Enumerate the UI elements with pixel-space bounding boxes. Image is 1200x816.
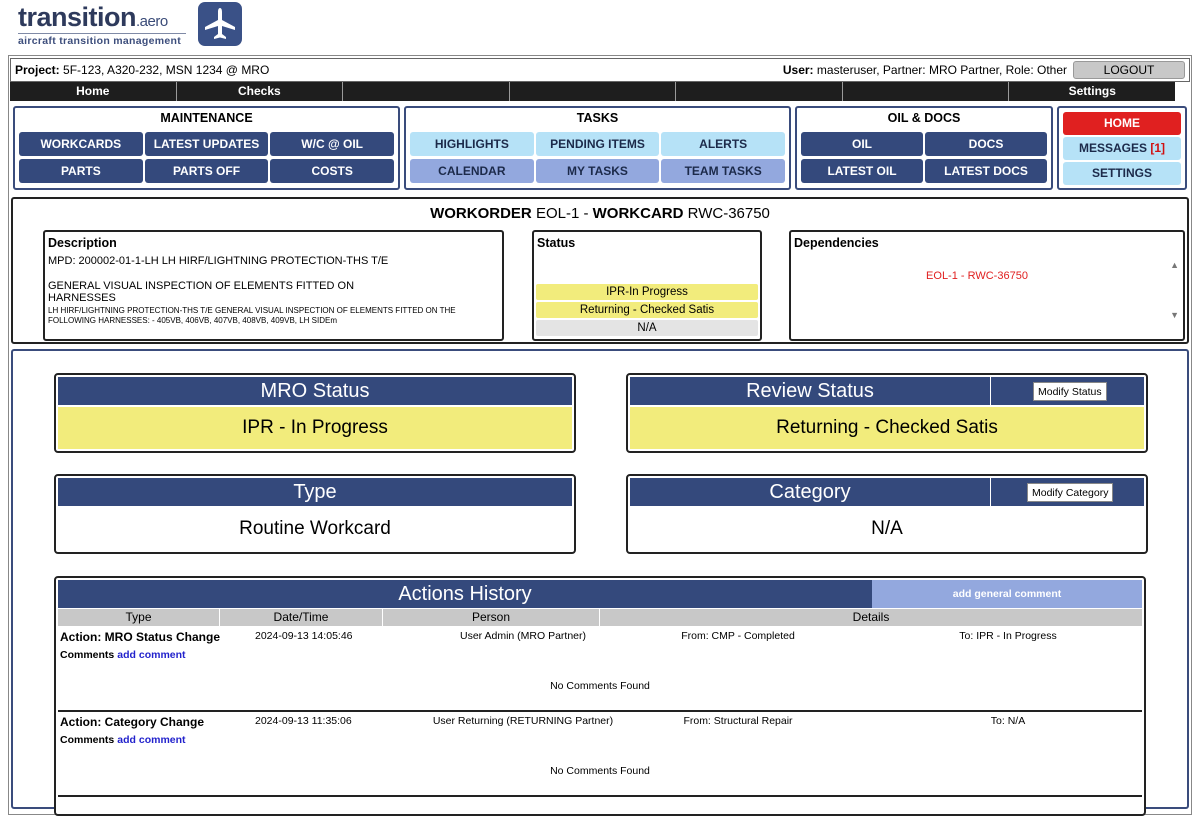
type-value: Routine Workcard: [239, 518, 391, 539]
entry-comments: Comments add comment: [60, 734, 186, 746]
settings-button[interactable]: SETTINGS: [1063, 162, 1181, 185]
tasks-panel: [404, 106, 791, 190]
entry-date: 2024-09-13 11:35:06: [255, 715, 352, 727]
add-comment-link[interactable]: add comment: [117, 734, 186, 746]
entry-from: From: CMP - Completed: [681, 630, 795, 642]
description-box: [43, 230, 504, 341]
entry-action: Action: Category Change: [60, 715, 205, 729]
highlights-button[interactable]: HIGHLIGHTS: [410, 132, 534, 156]
history-entry: [58, 627, 1142, 709]
dependencies-box: [789, 230, 1185, 341]
maintenance-panel: [13, 106, 400, 190]
mro-status-card: [54, 373, 576, 453]
description-title: Description: [48, 236, 117, 250]
workorder-title: WORKORDER EOL-1 - WORKCARD RWC-36750: [430, 205, 770, 222]
actions-history: [54, 576, 1146, 816]
status-title: Status: [537, 236, 576, 250]
modify-status-button[interactable]: Modify Status: [1033, 382, 1107, 401]
add-comment-link[interactable]: add comment: [117, 649, 186, 661]
history-entry: [58, 712, 1142, 794]
mro-status-value: IPR - In Progress: [58, 407, 572, 449]
review-status-card: [626, 373, 1148, 453]
modify-category-wrap: [990, 478, 1144, 506]
main-content: [11, 349, 1189, 809]
project-info: Project: 5F-123, A320-232, MSN 1234 @ MRO: [15, 63, 270, 77]
col-person: Person: [383, 609, 600, 626]
status-review: Returning - Checked Satis: [536, 302, 758, 318]
type-title: Type: [58, 478, 572, 506]
history-columns: [58, 609, 1142, 626]
user-info: User: masteruser, Partner: MRO Partner, Role: Other: [782, 63, 1067, 77]
add-general-comment-button[interactable]: add general comment: [872, 580, 1142, 608]
dependencies-title: Dependencies: [794, 236, 879, 250]
no-comments-text: No Comments Found: [550, 680, 650, 692]
entry-from: From: Structural Repair: [683, 715, 793, 727]
docs-button[interactable]: DOCS: [925, 132, 1047, 156]
entry-action: Action: MRO Status Change: [60, 630, 221, 644]
nav-empty-1: [343, 82, 510, 101]
status-mro: IPR-In Progress: [536, 284, 758, 300]
review-status-value: Returning - Checked Satis: [630, 407, 1144, 449]
status-category: N/A: [536, 320, 758, 336]
modify-status-wrap: [990, 377, 1144, 405]
team-tasks-button[interactable]: TEAM TASKS: [661, 159, 785, 183]
oil-docs-title: OIL & DOCS: [887, 111, 961, 125]
entry-person: User Admin (MRO Partner): [459, 630, 587, 642]
actions-history-title: Actions History: [58, 580, 872, 608]
info-bar: [10, 58, 1190, 82]
nav-empty-4: [843, 82, 1010, 101]
review-status-title: Review Status: [630, 377, 990, 405]
messages-button[interactable]: MESSAGES [1]: [1063, 137, 1181, 160]
latest-updates-button[interactable]: LATEST UPDATES: [145, 132, 269, 156]
category-title: Category: [630, 478, 990, 506]
nav-empty-3: [676, 82, 843, 101]
logo-tagline: aircraft transition management: [18, 35, 182, 47]
costs-button[interactable]: COSTS: [270, 159, 394, 183]
airplane-icon: [198, 2, 242, 46]
entry-divider: [58, 795, 1142, 797]
nav-settings[interactable]: Settings: [1068, 84, 1116, 98]
category-card: [626, 474, 1148, 554]
pending-items-button[interactable]: PENDING ITEMS: [536, 132, 660, 156]
description-summary: GENERAL VISUAL INSPECTION OF ELEMENTS FITTED ON HARNESSES: [48, 280, 355, 304]
dependency-link[interactable]: EOL-1 - RWC-36750: [926, 270, 1028, 282]
wc-at-oil-button[interactable]: W/C @ OIL: [270, 132, 394, 156]
status-box: [532, 230, 762, 341]
latest-oil-button[interactable]: LATEST OIL: [801, 159, 923, 183]
nav-home[interactable]: Home: [10, 82, 177, 101]
entry-to: To: N/A: [990, 715, 1026, 727]
scroll-down-icon[interactable]: ▼: [1170, 310, 1179, 320]
parts-button[interactable]: PARTS: [19, 159, 143, 183]
scroll-up-icon[interactable]: ▲: [1170, 260, 1179, 270]
nav-checks[interactable]: Checks: [177, 82, 344, 101]
logo-underline: [18, 33, 186, 34]
logout-button[interactable]: LOGOUT: [1073, 61, 1185, 79]
maintenance-title: MAINTENANCE: [160, 111, 253, 125]
category-value: N/A: [871, 518, 903, 539]
description-detail: LH HIRF/LIGHTNING PROTECTION-THS T/E GENERAL VISUAL INSPECTION OF ELEMENTS FITTED ON THE FOLLOWING HARNESSES: - 405VB, 406VB, 407VB, 408VB, 409VB, LH SIDEm: [48, 306, 456, 325]
entry-comments: Comments add comment: [60, 649, 186, 661]
description-mpd: MPD: 200002-01-1-LH LH HIRF/LIGHTNING PROTECTION-THS T/E: [48, 255, 389, 267]
tasks-title: TASKS: [576, 111, 619, 125]
my-tasks-button[interactable]: MY TASKS: [536, 159, 660, 183]
workcards-button[interactable]: WORKCARDS: [19, 132, 143, 156]
mro-status-title: MRO Status: [58, 377, 572, 405]
home-button[interactable]: HOME: [1063, 112, 1181, 135]
col-details: Details: [852, 610, 890, 624]
modify-category-button[interactable]: Modify Category: [1027, 483, 1113, 502]
calendar-button[interactable]: CALENDAR: [410, 159, 534, 183]
quick-panel: [1057, 106, 1187, 190]
latest-docs-button[interactable]: LATEST DOCS: [925, 159, 1047, 183]
type-card: [54, 474, 576, 554]
alerts-button[interactable]: ALERTS: [661, 132, 785, 156]
main-nav: [10, 82, 1175, 101]
no-comments-text: No Comments Found: [550, 765, 650, 777]
messages-count-badge: [1]: [1150, 141, 1166, 155]
workorder-box: [11, 197, 1189, 344]
entry-person: User Returning (RETURNING Partner): [432, 715, 614, 727]
entry-date: 2024-09-13 14:05:46: [255, 630, 353, 642]
logo-wordmark: transition.aero: [18, 2, 168, 32]
nav-empty-2: [510, 82, 677, 101]
app-logo: [18, 2, 258, 50]
entry-to: To: IPR - In Progress: [959, 630, 1057, 642]
oil-button[interactable]: OIL: [801, 132, 923, 156]
col-type: Type: [58, 609, 220, 626]
parts-off-button[interactable]: PARTS OFF: [145, 159, 269, 183]
oil-docs-panel: [795, 106, 1053, 190]
col-datetime: Date/Time: [220, 609, 383, 626]
